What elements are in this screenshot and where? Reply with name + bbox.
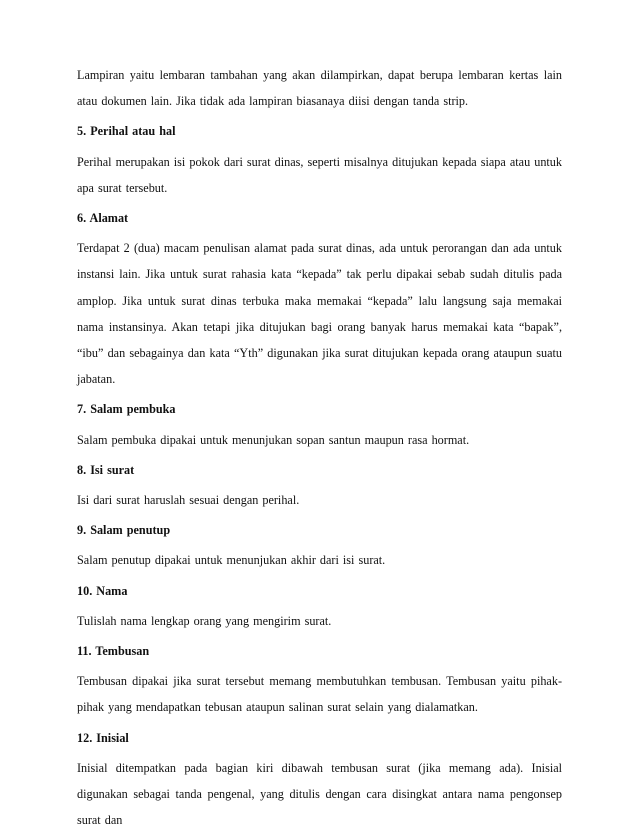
section-salam-pembuka-paragraph: Salam pembuka dipakai untuk menunjukan sopan santun maupun rasa hormat. [77,432,470,447]
section-inisial-heading: 12. Inisial [77,730,129,745]
section-isi-surat-heading: 8. Isi surat [77,462,135,477]
section-perihal-heading: 5. Perihal atau hal [77,124,176,139]
section-alamat-heading: 6. Alamat [77,211,129,226]
section-nama-paragraph: Tulislah nama lengkap orang yang mengirim surat. [77,613,332,628]
section-salam-penutup-heading: 9. Salam penutup [77,523,171,538]
section-nama-heading: 10. Nama [77,583,128,598]
section-isi-surat-paragraph: Isi dari surat haruslah sesuai dengan perihal. [77,493,300,508]
section-alamat-paragraph: Terdapat 2 (dua) macam penulisan alamat pada surat dinas, ada untuk perorangan dan ada untuk instansi lain. Jika untuk surat rahasia kata “kepada” tak perlu dipakai sebab sudah ditulis pada amplop. Jika untuk surat dinas terbuka maka memakai “kepada” lalu langsung saja memakai nama instansinya. Akan tetapi jika ditujukan bagi orang banyak harus memakai kata “bapak”, “ibu” dan sebagainya dan kata “Yth” digunakan jika surat ditujukan kepada orang ataupun suatu jabatan. [77,241,562,387]
section-perihal-paragraph: Perihal merupakan isi pokok dari surat dinas, seperti misalnya ditujukan kepada siapa atau untuk apa surat tersebut. [77,154,562,195]
section-tembusan-heading: 11. Tembusan [77,644,150,659]
section-inisial-paragraph: Inisial ditempatkan pada bagian kiri dibawah tembusan surat (jika memang ada). Inisial digunakan sebagai tanda pengenal, yang ditulis dengan cara disingkat antara nama pengonsep surat dan [77,760,562,828]
document-body [77,62,562,837]
section-tembusan-paragraph: Tembusan dipakai jika surat tersebut memang membutuhkan tembusan. Tembusan yaitu pihak-pihak yang mendapatkan tebusan ataupun salinan surat selain yang dialamatkan. [77,674,562,715]
section-salam-pembuka-heading: 7. Salam pembuka [77,402,176,417]
section-salam-penutup-paragraph: Salam penutup dipakai untuk menunjukan akhir dari isi surat. [77,553,386,568]
section-lampiran-paragraph: Lampiran yaitu lembaran tambahan yang akan dilampirkan, dapat berupa lembaran kertas lain atau dokumen lain. Jika tidak ada lampiran biasanaya diisi dengan tanda strip. [77,68,562,109]
